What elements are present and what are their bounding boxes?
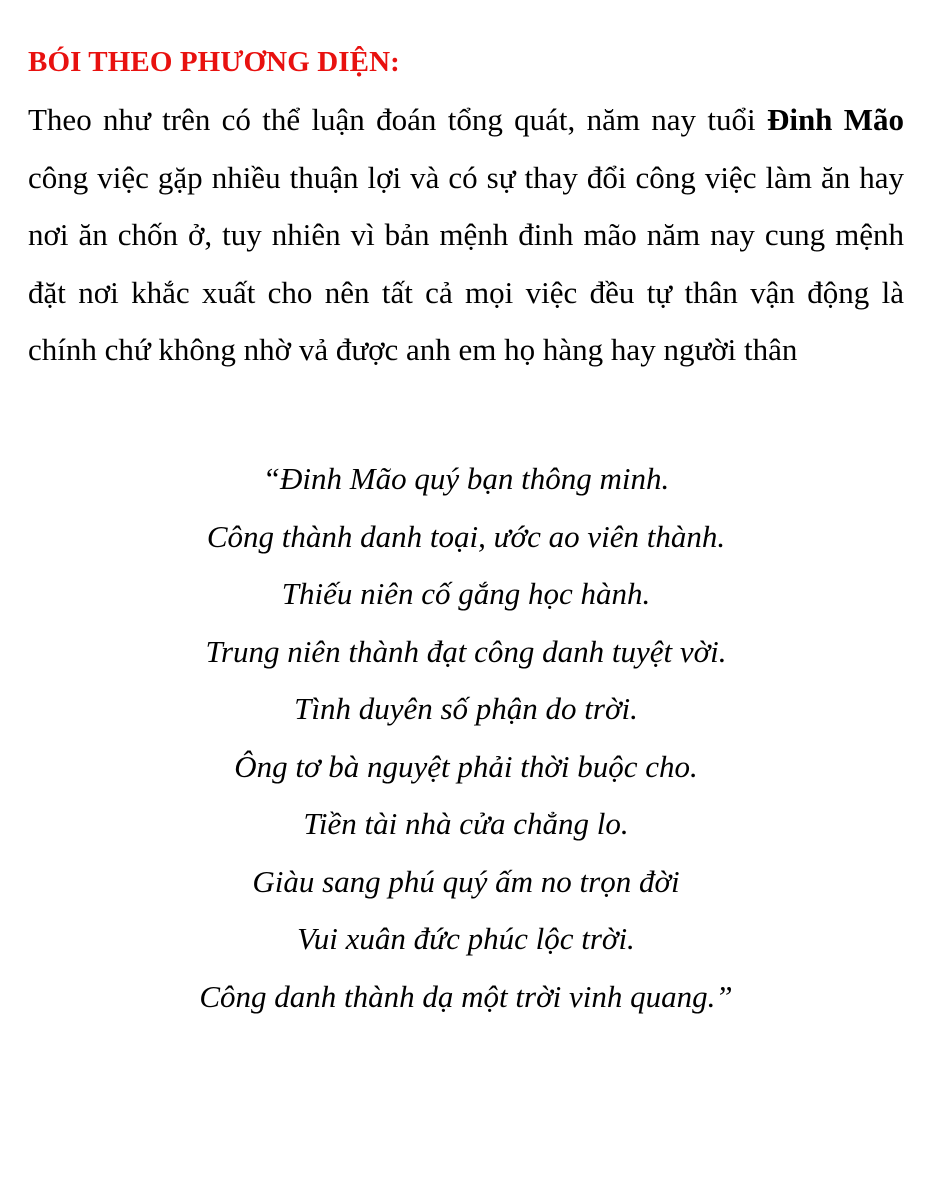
poem-line-6: Ông tơ bà nguyệt phải thời buộc cho.: [234, 748, 698, 784]
poem-line-9: Vui xuân đức phúc lộc trời.: [297, 921, 635, 956]
poem-line-3: Thiếu niên cố gắng học hành.: [281, 576, 651, 611]
document-page: [28, 42, 905, 1014]
paragraph-bold-name: Đinh Mão: [766, 102, 905, 137]
poem-line-5: Tình duyên số phận do trời.: [294, 691, 638, 726]
poem-line-2: Công thành danh toại, ước ao viên thành.: [206, 518, 726, 554]
poem-line-8: Giàu sang phú quý ấm no trọn đời: [252, 863, 680, 899]
poem-block: [28, 450, 904, 1025]
section-heading: BÓI THEO PHƯƠNG DIỆN:: [28, 46, 400, 78]
paragraph-text-2: công việc gặp nhiều thuận lợi và có sự thay đổi công việc làm ăn hay nơi ăn chốn ở, tuy nhiên vì bản mệnh đinh mão năm nay cung mệnh đặt nơi khắc xuất cho nên tất cả mọi việc đều tự thân vận động là chính chứ không nhờ vả được anh em họ hàng hay người thân: [28, 159, 904, 367]
poem-line-1: “Đinh Mão quý bạn thông minh.: [262, 461, 670, 496]
body-paragraph: [28, 91, 904, 379]
paragraph-text-1: Theo như trên có thể luận đoán tổng quát, năm nay tuổi: [28, 102, 767, 137]
poem-line-10: Công danh thành dạ một trời vinh quang.”: [199, 978, 733, 1014]
poem-line-7: Tiền tài nhà cửa chẳng lo.: [303, 806, 629, 841]
poem-line-4: Trung niên thành đạt công danh tuyệt vời.: [205, 633, 727, 669]
